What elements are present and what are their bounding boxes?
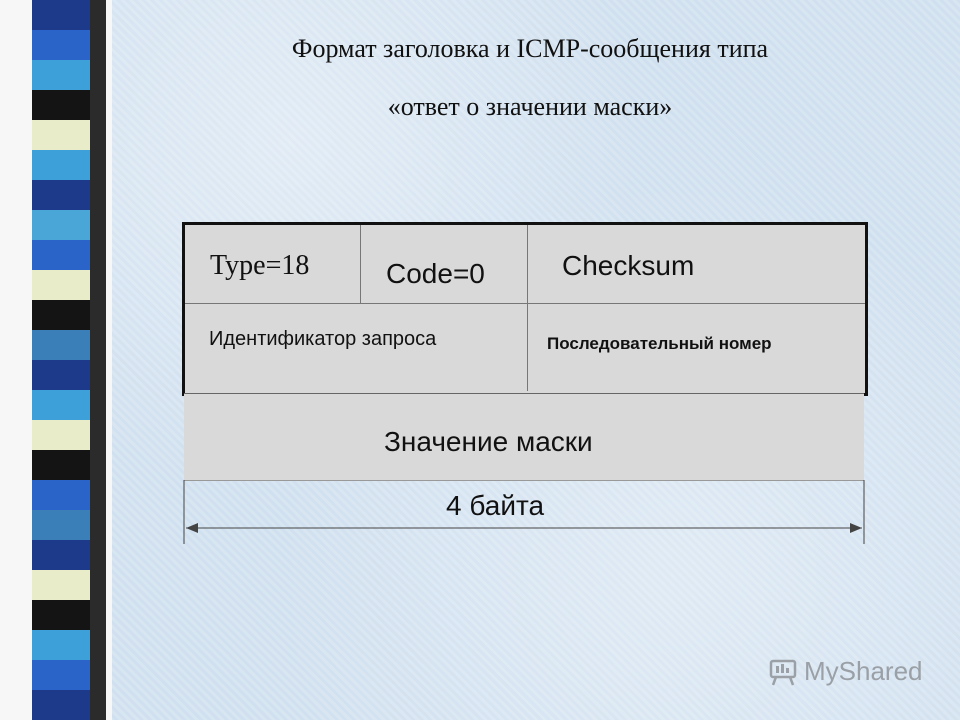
field-mask: Значение маски (384, 426, 593, 457)
stripe-segment (32, 540, 90, 570)
stripe-segment (32, 690, 90, 720)
mysharedwatermark (768, 656, 923, 687)
width-label: 4 байта (446, 490, 545, 521)
stripe-segment (32, 150, 90, 180)
width-dimension-arrow (180, 478, 870, 548)
divider-row (185, 303, 865, 304)
watermark-text: MyShared (804, 656, 923, 686)
stripe-segment (32, 390, 90, 420)
stripe-segment (32, 480, 90, 510)
stripe-shadow (90, 0, 106, 720)
stripe-segment (32, 210, 90, 240)
divider-type-code (360, 225, 361, 304)
stripe-segment (32, 270, 90, 300)
stripe-segment (32, 420, 90, 450)
field-type: Type=18 (210, 250, 310, 281)
stripe-segment (32, 120, 90, 150)
divider-code-checksum (527, 225, 528, 391)
field-identifier: Идентификатор запроса (209, 328, 437, 350)
stripe-segment (32, 300, 90, 330)
stripe-segment (32, 630, 90, 660)
stripe-segment (32, 570, 90, 600)
header-box (182, 222, 868, 396)
stripe-segment (32, 510, 90, 540)
field-checksum: Checksum (562, 250, 695, 281)
decorative-stripe-bar (32, 0, 90, 720)
field-code: Code=0 (386, 258, 485, 289)
slide-title-line1: Формат заголовка и ICMP-сообщения типа (291, 34, 769, 63)
stripe-segment (32, 660, 90, 690)
stripe-segment (32, 360, 90, 390)
presentation-board-icon (768, 657, 798, 687)
stripe-segment (32, 0, 90, 30)
stripe-segment (32, 30, 90, 60)
stripe-segment (32, 330, 90, 360)
field-sequence: Последовательный номер (547, 334, 772, 353)
stripe-segment (32, 90, 90, 120)
stripe-segment (32, 240, 90, 270)
stripe-segment (32, 450, 90, 480)
stripe-segment (32, 60, 90, 90)
stripe-segment (32, 600, 90, 630)
stripe-segment (32, 180, 90, 210)
slide-title-line2: «ответ о значении маски» (387, 92, 673, 121)
